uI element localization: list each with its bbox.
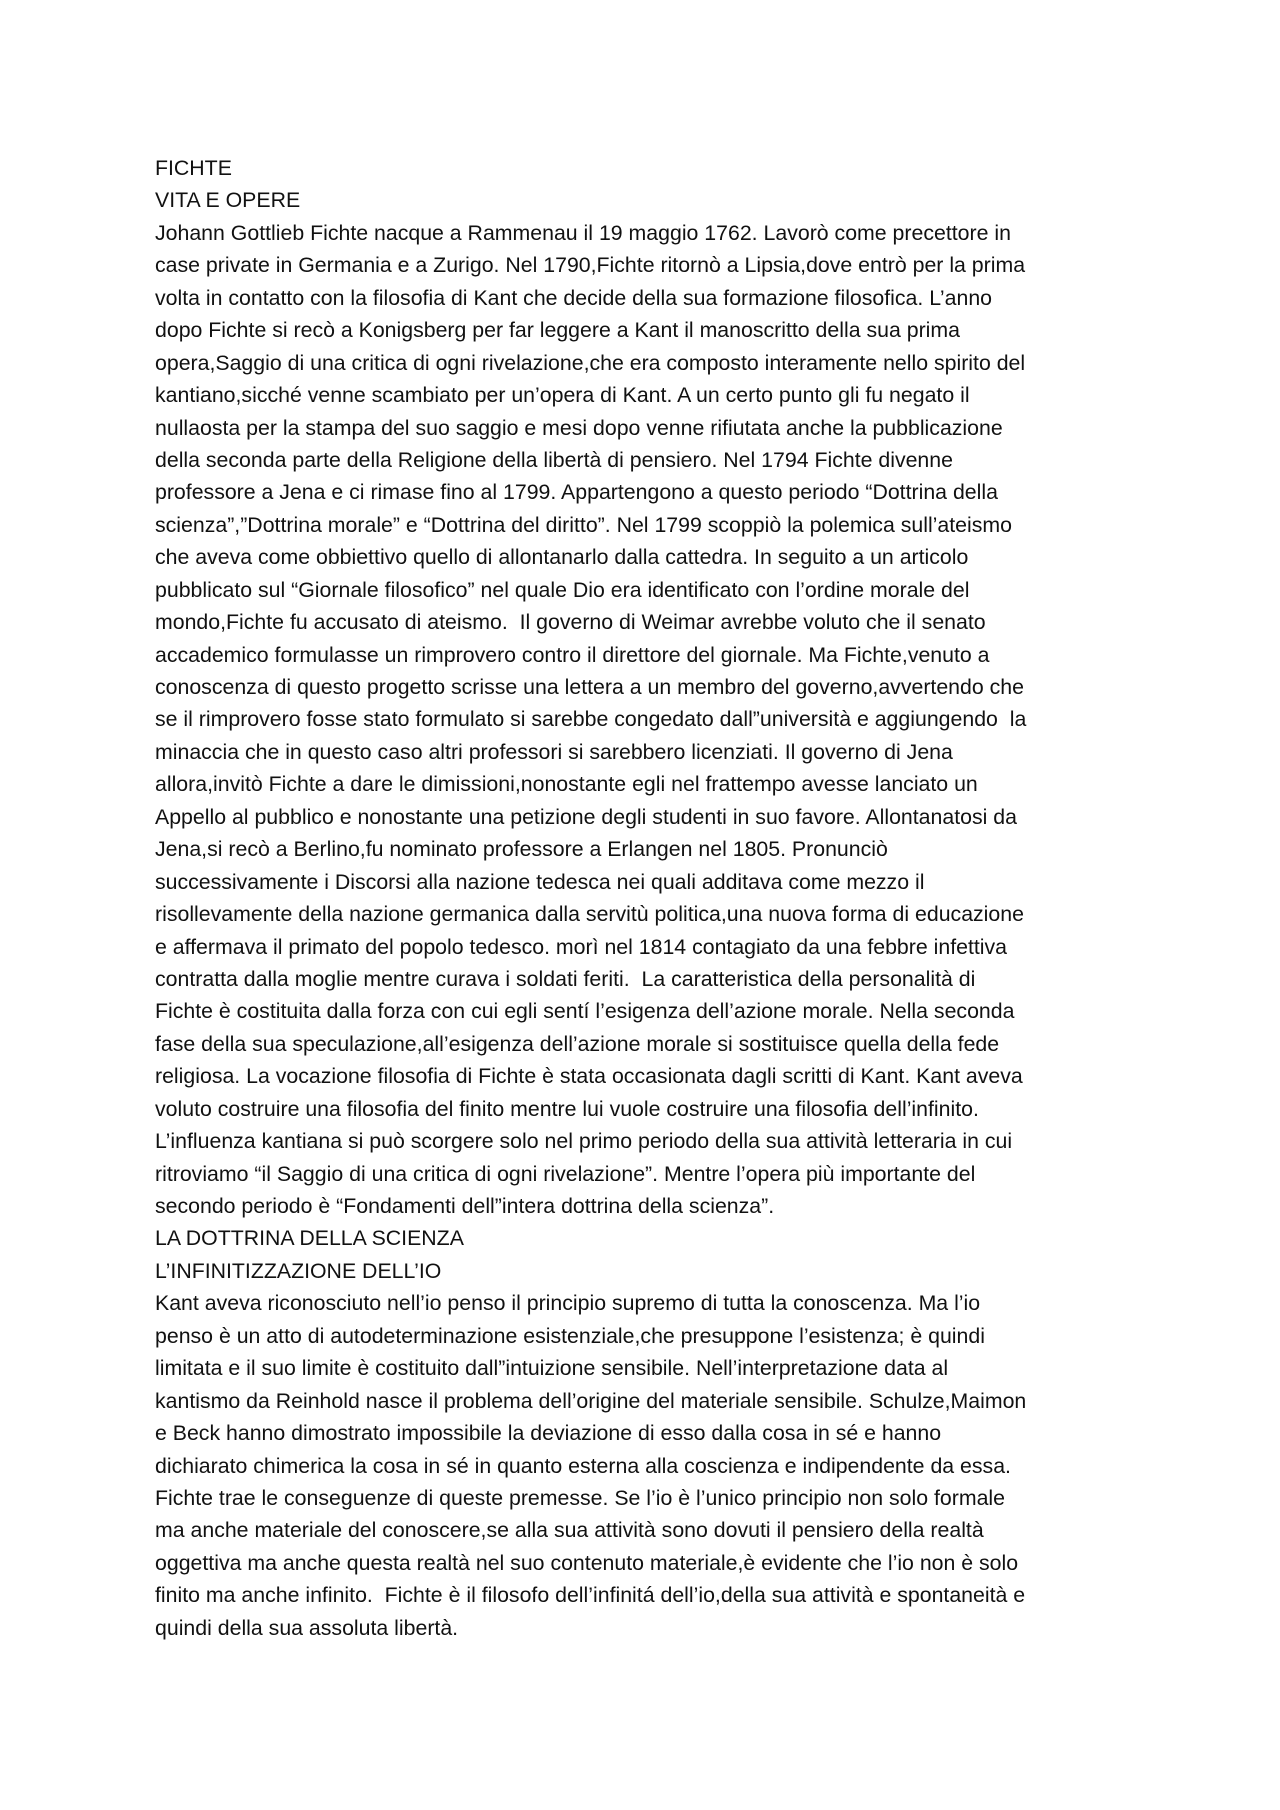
text-line: opera,Saggio di una critica di ogni rivelazione,che era composto interamente nello spirito del: [155, 350, 1026, 375]
text-line: finito ma anche infinito. Fichte è il filosofo dell’infinitá dell’io,della sua attività e spontaneità e: [155, 1583, 1026, 1608]
text-line: kantiano,sicché venne scambiato per un’opera di Kant. A un certo punto gli fu negato il: [155, 383, 970, 408]
text-line: limitata e il suo limite è costituito dall”intuizione sensibile. Nell’interpretazione data al: [155, 1356, 949, 1381]
section-heading-infinitizzazione-dell-io: L’INFINITIZZAZIONE DELL’IO: [155, 1258, 442, 1283]
text-line: case private in Germania e a Zurigo. Nel 1790,Fichte ritornò a Lipsia,dove entrò per la prima: [155, 253, 1026, 278]
section-vita-e-opere-body: [155, 217, 1135, 1223]
text-line: della seconda parte della Religione della libertà di pensiero. Nel 1794 Fichte divenne: [155, 447, 953, 472]
text-line: accademico formulasse un rimprovero contro il direttore del giornale. Ma Fichte,venuto a: [155, 642, 990, 667]
section-heading-dottrina-della-scienza: LA DOTTRINA DELLA SCIENZA: [155, 1226, 464, 1251]
text-line: fase della sua speculazione,all’esigenza dell’azione morale si sostituisce quella della fede: [155, 1031, 1000, 1056]
text-line: allora,invitò Fichte a dare le dimissioni,nonostante egli nel frattempo avesse lanciato un: [155, 772, 978, 797]
text-line: successivamente i Discorsi alla nazione tedesca nei quali additava come mezzo il: [155, 869, 925, 894]
text-line: Kant aveva riconosciuto nell’io penso il principio supremo di tutta la conoscenza. Ma l’io: [155, 1291, 981, 1316]
text-line: Jena,si recò a Berlino,fu nominato professore a Erlangen nel 1805. Pronunciò: [155, 837, 888, 862]
text-line: voluto costruire una filosofia del finito mentre lui vuole costruire una filosofia dell’infinito.: [155, 1096, 979, 1121]
text-line: contratta dalla moglie mentre curava i soldati feriti. La caratteristica della personalità di: [155, 966, 976, 991]
text-line: ma anche materiale del conoscere,se alla sua attività sono dovuti il pensiero della realtà: [155, 1518, 984, 1543]
text-line: ritroviamo “il Saggio di una critica di ogni rivelazione”. Mentre l’opera più importante del: [155, 1161, 976, 1186]
text-line: secondo periodo è “Fondamenti dell”intera dottrina della scienza”.: [155, 1194, 775, 1218]
document-page: [155, 152, 1135, 1644]
document-title: FICHTE: [155, 156, 232, 180]
text-line: professore a Jena e ci rimase fino al 1799. Appartengono a questo periodo “Dottrina della: [155, 480, 998, 505]
text-line: minaccia che in questo caso altri professori si sarebbero licenziati. Il governo di Jena: [155, 739, 953, 764]
text-line: Johann Gottlieb Fichte nacque a Rammenau il 19 maggio 1762. Lavorò come precettore in: [155, 220, 1011, 245]
text-line: penso è un atto di autodeterminazione esistenziale,che presuppone l’esistenza; è quindi: [155, 1323, 985, 1348]
text-line: volta in contatto con la filosofia di Kant che decide della sua formazione filosofica. L’anno: [155, 285, 993, 310]
text-line: Appello al pubblico e nonostante una petizione degli studenti in suo favore. Allontanatosi da: [155, 804, 1017, 829]
text-line: religiosa. La vocazione filosofia di Fichte è stata occasionata dagli scritti di Kant. Kant aveva: [155, 1064, 1023, 1089]
text-line: Fichte trae le conseguenze di queste premesse. Se l’io è l’unico principio non solo formale: [155, 1485, 1005, 1510]
text-line: mondo,Fichte fu accusato di ateismo. Il governo di Weimar avrebbe voluto che il senato: [155, 610, 986, 635]
text-line: conoscenza di questo progetto scrisse una lettera a un membro del governo,avvertendo che: [155, 675, 1024, 699]
text-line: quindi della sua assoluta libertà.: [155, 1615, 459, 1640]
text-line: scienza”,”Dottrina morale” e “Dottrina del diritto”. Nel 1799 scoppiò la polemica sull’ateismo: [155, 512, 1012, 537]
text-line: Fichte è costituita dalla forza con cui egli sentí l’esigenza dell’azione morale. Nella seconda: [155, 999, 1015, 1024]
text-line: e affermava il primato del popolo tedesco. morì nel 1814 contagiato da una febbre infettiva: [155, 934, 1008, 959]
text-line: pubblicato sul “Giornale filosofico” nel quale Dio era identificato con l’ordine morale del: [155, 577, 970, 602]
text-line: se il rimprovero fosse stato formulato si sarebbe congedato dall”università e aggiungendo la: [155, 707, 1027, 732]
text-line: che aveva come obbiettivo quello di allontanarlo dalla cattedra. In seguito a un articolo: [155, 545, 969, 570]
section-heading-vita-e-opere: VITA E OPERE: [155, 188, 301, 213]
section-infinitizzazione-body: [155, 1287, 1135, 1644]
text-line: dichiarato chimerica la cosa in sé in quanto esterna alla coscienza e indipendente da essa.: [155, 1453, 1011, 1478]
text-line: e Beck hanno dimostrato impossibile la deviazione di esso dalla cosa in sé e hanno: [155, 1421, 942, 1446]
text-line: dopo Fichte si recò a Konigsberg per far leggere a Kant il manoscritto della sua prima: [155, 318, 960, 343]
text-line: oggettiva ma anche questa realtà nel suo contenuto materiale,è evidente che l’io non è solo: [155, 1550, 1019, 1575]
text-line: L’influenza kantiana si può scorgere solo nel primo periodo della sua attività letteraria in cui: [155, 1129, 1013, 1154]
text-line: nullaosta per la stampa del suo saggio e mesi dopo venne rifiutata anche la pubblicazione: [155, 415, 1003, 440]
text-line: kantismo da Reinhold nasce il problema dell’origine del materiale sensibile. Schulze,Maimon: [155, 1388, 1027, 1413]
text-line: risollevamente della nazione germanica dalla servitù politica,una nuova forma di educazione: [155, 902, 1024, 927]
